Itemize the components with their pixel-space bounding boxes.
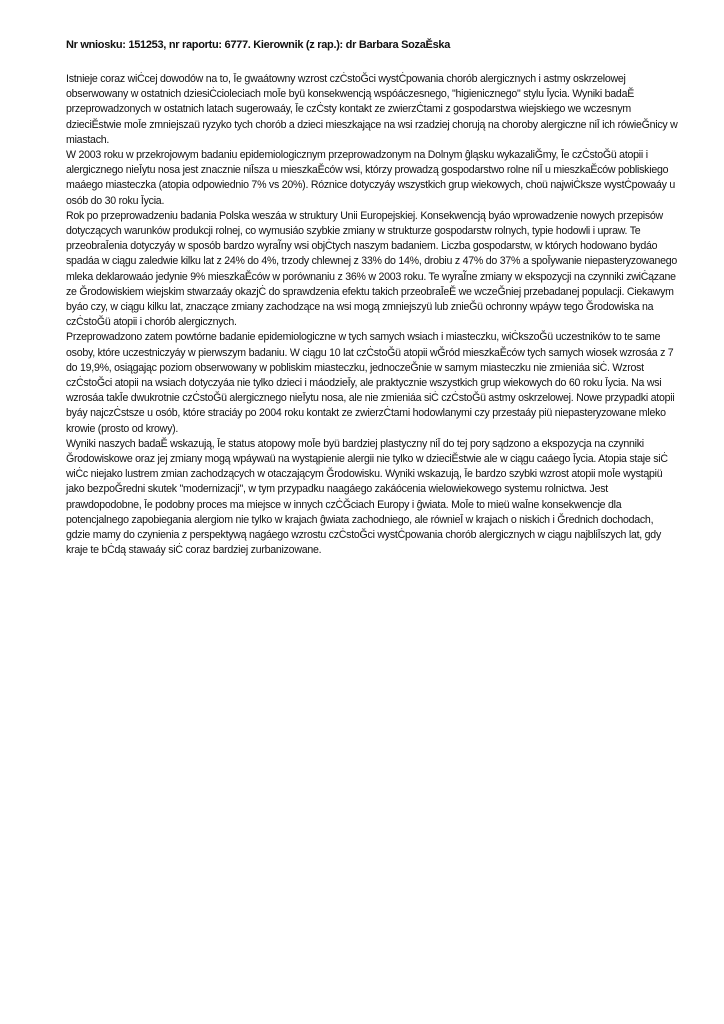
paragraph: W 2003 roku w przekrojowym badaniu epidemiologicznym przeprowadzonym na Dolnym ĝląsku wykazaliĞmy, Īe czĊstoĞü atopii i alergicznego nieĪytu nosa jest znacznie niĪsza u mieszkaĔców wsi, którzy prowadzą gospodarstwo rolne niĪ u mieszkaĔców pobliskiego maáego miasteczka (atopia odpowiednio 7% vs 20%). Róznice dotyczyáy wszystkich grup wiekowych, choü najwiĊksze wystĊpowaáy u osób do 30 roku Īycia. (66, 149, 676, 207)
paragraph: Przeprowadzono zatem powtórne badanie epidemiologiczne w tych samych wsiach i miasteczku, wiĊkszoĞü uczestników to te same osoby, które uczestniczyáy w pierwszym badaniu. W ciągu 10 lat czĊstoĞü atopii wĞród mieszkaĔców tych samych wiosek wzrosáa z 7 do 19,9%, osiągając poziom obserwowany w pobliskim miasteczku, jednoczeĞnie w samym miasteczku nie zmieniáa siĊ. Wzrost czĊstoĞci atopii na wsiach dotyczyáa nie tylko dzieci i máodzieĪy, ale praktycznie wszystkich grup wiekowych do 60 roku Īycia. Na wsi wzrosáa takĪe dwukrotnie czĊstoĞü alergicznego nieĪytu nosa, ale nie zmieniáa siĊ czĊstoĞü astmy oskrzelowej. Nowe przypadki atopii byáy najczĊstsze u osób, które straciáy po 2004 roku kontakt ze zwierzĊtami hodowlanymi czy przestaáy piü niepasteryzowane mleko krowie (prosto od krowy). (66, 331, 675, 435)
document-page (66, 37, 680, 559)
document-body (66, 72, 680, 559)
paragraph: Istnieje coraz wiĊcej dowodów na to, Īe gwaátowny wzrost czĊstoĞci wystĊpowania chorób alergicznych i astmy oskrzelowej obserwowany w ostatnich dziesiĊcioleciach moĪe byü konsekwencją wspóáczesnego, "higienicznego" stylu Īycia. Wyniki badaĔ przeprowadzonych w ostatnich latach sugerowaáy, Īe czĊsty kontakt ze zwierzĊtami z gospodarstwa wiejskiego we wczesnym dzieciĔstwie moĪe zmniejszaü ryzyko tych chorób a dzieci mieszkające na wsi rzadziej chorują na choroby alergiczne niĪ ich rówieĞnicy w miastach. (66, 73, 678, 146)
document-header: Nr wniosku: 151253, nr raportu: 6777. Kierownik (z rap.): dr Barbara SozaĔska (66, 39, 451, 51)
paragraph: Rok po przeprowadzeniu badania Polska weszáa w struktury Unii Europejskiej. Konsekwencją byáo wprowadzenie nowych przepisów dotyczących warunków produkcji rolnej, co wymusiáo szybkie zmiany w strukturze gospodarstw rolnych, typie hodowli i upraw. Te przeobraĪenia dotyczyáy w sposób bardzo wyraĨny wsi objĊtych naszym badaniem. Liczba gospodarstw, w których hodowano bydáo spadáa w ciągu zaledwie kilku lat z 24% do 4%, trzody chlewnej z 33% do 14%, drobiu z 47% do 37% a spoĪywanie niepasteryzowanego mleka deklarowaáo jedynie 9% mieszkaĔców w porównaniu z 36% w 2003 roku. Te wyraĨne zmiany w ekspozycji na czynniki zwiĊązane ze Ğrodowiskiem wiejskim stwarzaáy okazjĊ do sprawdzenia efektu takich przeobraĪeĔ we wczeĞniej przebadanej populacji. Ciekawym byáo czy, w ciągu kilku lat, znaczące zmiany zachodzące na wsi mogą zmniejszyü lub znieĞü ochronny wpáyw tego Ğrodowiska na czĊstoĞü atopii i chorób alergicznych. (66, 209, 678, 329)
paragraph: Wyniki naszych badaĔ wskazują, Īe status atopowy moĪe byü bardziej plastyczny niĪ do tej pory sądzono a ekspozycja na czynniki Ğrodowiskowe oraz jej zmiany mogą wpáywaü na wystąpienie alergii nie tylko w dzieciĔstwie ale w ciągu caáego Īycia. Atopia staje siĊ wiĊc niejako lustrem zmian zachodzących w otaczającym Ğrodowisku. Wyniki wskazują, Īe bardzo szybki wzrost atopii moĪe wystąpiü jako bezpoĞredni skutek "modernizacji", w tym przypadku naagáego zakáócenia wielowiekowego systemu rolnictwa. Jest prawdopodobne, Īe podobny proces ma miejsce w innych czĊĞciach Europy i ĝwiata. MoĪe to mieü waĪne konsekwencje dla potencjalnego zapobiegania alergiom nie tylko w krajach ĝwiata zachodniego, ale równieĪ w krajach o niskich i Ğrednich dochodach, gdzie mamy do czynienia z perspektywą nagáego wzrostu czĊstoĞci wystĊpowania chorób alergicznych w ciągu najbliĪszych lat, gdy kraje te bĊdą stawaáy siĊ coraz bardziej zurbanizowane. (66, 437, 668, 557)
